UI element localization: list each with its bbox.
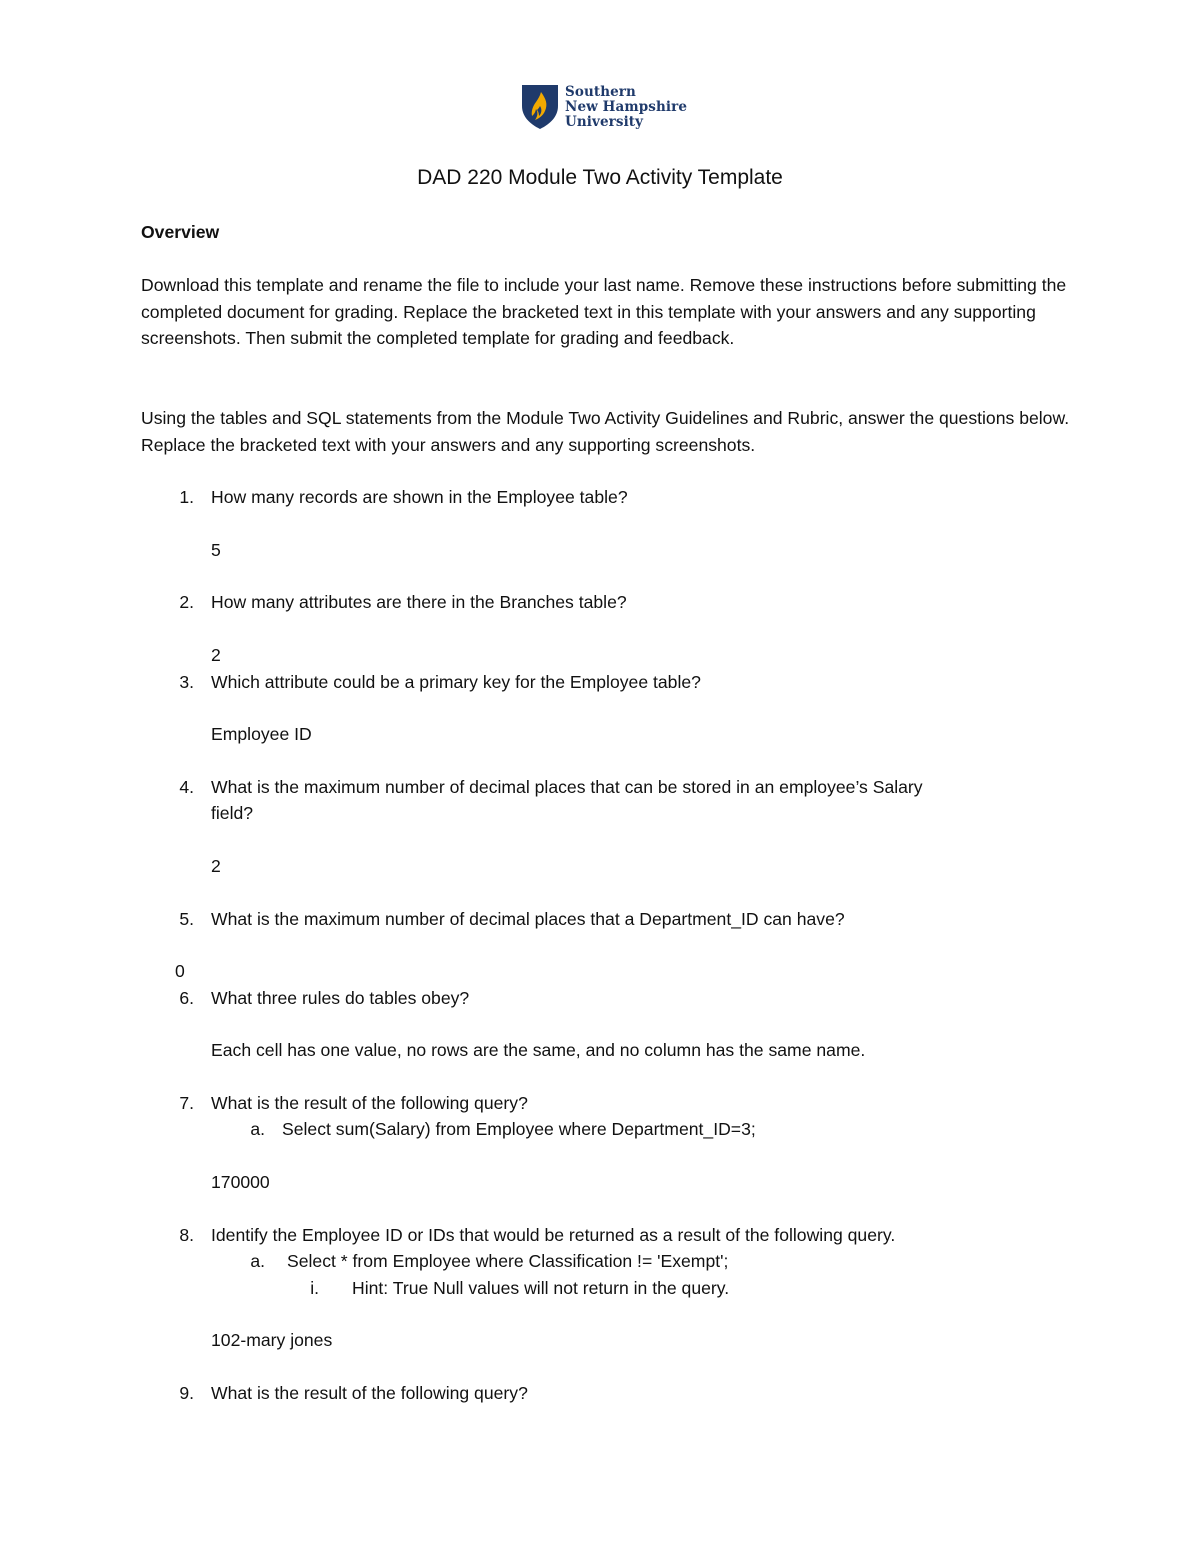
- question-text: Which attribute could be a primary key for the Employee table?: [211, 672, 701, 692]
- overview-heading: Overview: [141, 222, 220, 242]
- logo-wordmark: [565, 85, 687, 130]
- question-text: What three rules do tables obey?: [211, 988, 470, 1008]
- sub-item-label: a.: [250, 1251, 265, 1271]
- answer-text: 102-mary jones: [211, 1330, 333, 1350]
- document-title: DAD 220 Module Two Activity Template: [417, 166, 783, 189]
- shield-flame-icon: [521, 84, 559, 130]
- hint-text: Hint: True Null values will not return in the query.: [352, 1278, 730, 1298]
- snhu-logo: [521, 84, 687, 130]
- answer-text: 170000: [211, 1172, 270, 1192]
- question-number: 6.: [179, 988, 194, 1008]
- question-text: What is the maximum number of decimal places that can be stored in an employee’s Salary: [211, 777, 923, 797]
- question-number: 8.: [179, 1225, 194, 1245]
- question-number: 1.: [179, 487, 194, 507]
- answer-text: Employee ID: [211, 724, 312, 744]
- answer-text: 0: [175, 961, 185, 981]
- question-number: 2.: [179, 592, 194, 612]
- answer-text: 2: [211, 645, 221, 665]
- sub-item-label: a.: [250, 1119, 265, 1139]
- sub-item-query: Select * from Employee where Classification != 'Exempt';: [287, 1251, 729, 1271]
- question-text-continued: field?: [211, 803, 254, 823]
- sub-item-query: Select sum(Salary) from Employee where Department_ID=3;: [282, 1119, 756, 1139]
- intro-paragraph-1: Download this template and rename the file to include your last name. Remove these instructions before submitting the completed document for grading. Replace the bracketed text in this template with your answers and any supporting screenshots. Then submit the completed template for grading and feedback.: [141, 275, 1067, 348]
- logo-line-3: University: [565, 113, 644, 130]
- question-number: 4.: [179, 777, 194, 797]
- sub-sub-item-label: i.: [310, 1278, 319, 1298]
- answer-text: 2: [211, 856, 221, 876]
- question-text: Identify the Employee ID or IDs that would be returned as a result of the following query.: [211, 1225, 896, 1245]
- answer-text: Each cell has one value, no rows are the same, and no column has the same name.: [211, 1040, 866, 1060]
- question-text: What is the result of the following query?: [211, 1383, 528, 1403]
- question-number: 3.: [179, 672, 194, 692]
- intro-paragraph-2: Using the tables and SQL statements from the Module Two Activity Guidelines and Rubric, answer the questions below. Replace the bracketed text with your answers and any supporting screenshots.: [141, 408, 1070, 455]
- logo-line-1: Southern: [565, 83, 636, 100]
- question-number: 7.: [179, 1093, 194, 1113]
- question-text: How many records are shown in the Employee table?: [211, 487, 628, 507]
- logo-line-2: New Hampshire: [565, 98, 688, 115]
- question-text: What is the maximum number of decimal places that a Department_ID can have?: [211, 909, 845, 929]
- question-number: 9.: [179, 1383, 194, 1403]
- question-text: How many attributes are there in the Branches table?: [211, 592, 627, 612]
- answer-text: 5: [211, 540, 221, 560]
- question-text: What is the result of the following query?: [211, 1093, 528, 1113]
- question-number: 5.: [179, 909, 194, 929]
